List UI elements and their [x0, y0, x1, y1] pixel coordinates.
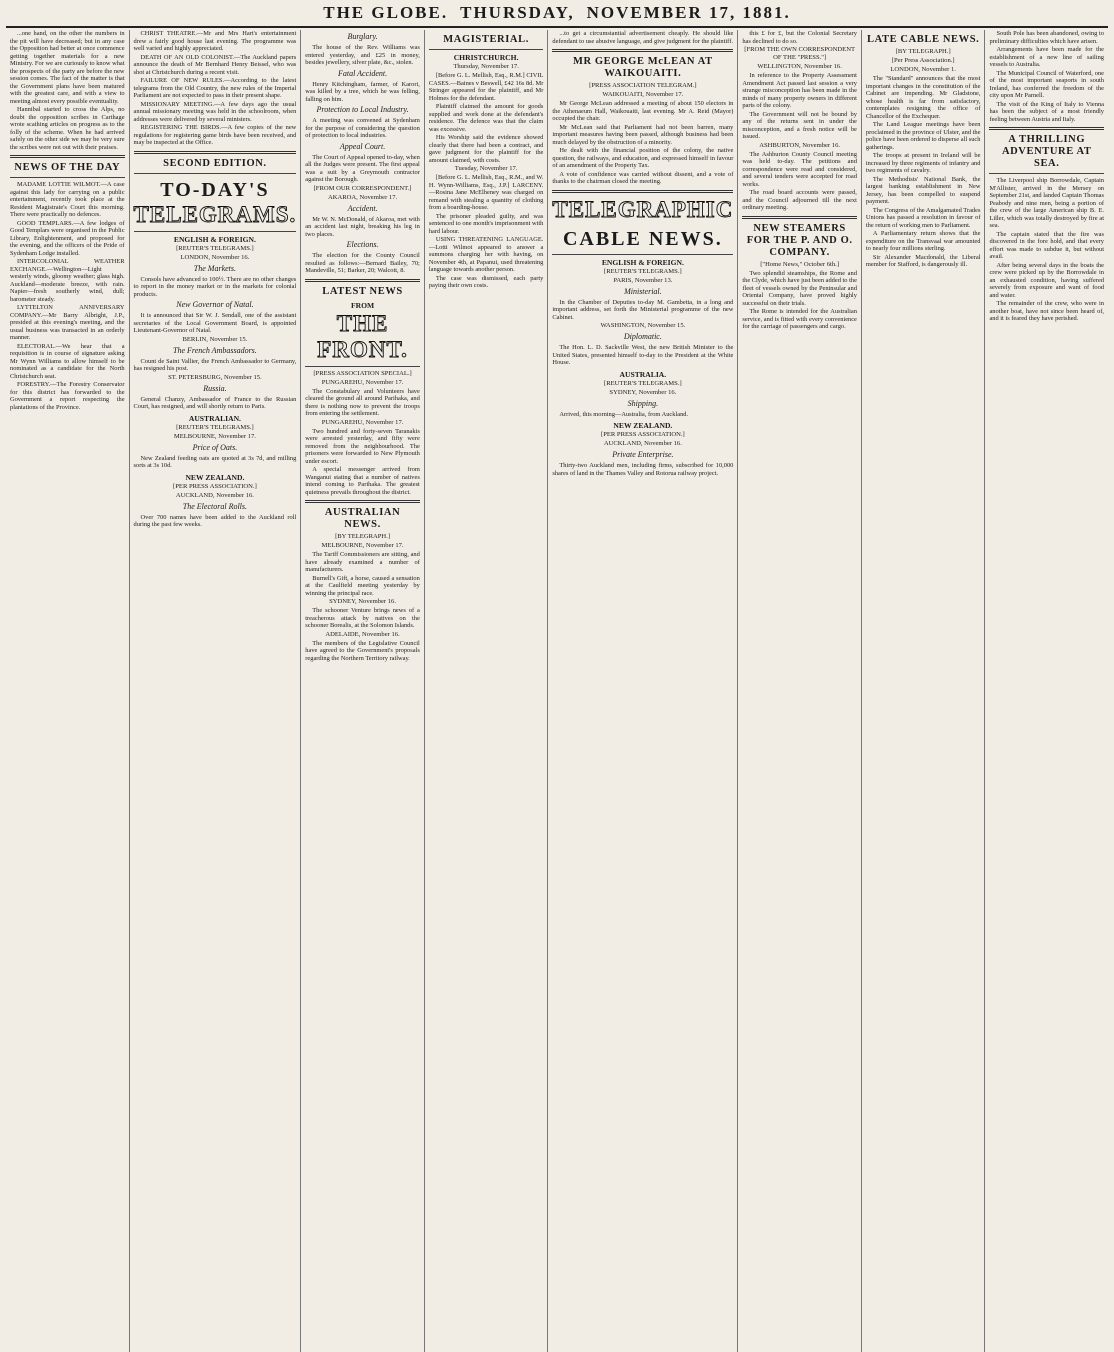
subheading: Fatal Accident.: [337, 68, 388, 78]
column-8: [985, 30, 1108, 1352]
dateline: SYDNEY, November 16.: [329, 598, 397, 605]
column-5: [548, 30, 738, 1352]
telegram-item: South Pole has been abandoned, owing to preliminary difficulties which have arisen.: [989, 30, 1104, 45]
telegram-item: General Chanzy, Ambassador of France to the Russian Court, has resigned, and will shortly return to Paris.: [133, 395, 297, 410]
divider: [134, 173, 297, 174]
dateline: LONDON, November 16.: [180, 253, 250, 261]
article-paragraph: In reference to the Property Assessment Amendment Act passed last session a very strange misconception has been made in the minds of many property owners in different parts of the colony.: [742, 72, 857, 109]
subheading-australian: AUSTRALIAN.: [188, 413, 241, 423]
subheading-christchurch: CHRISTCHURCH.: [453, 53, 519, 62]
section-heading-mclean-waikouaiti: MR GEORGE McLEAN AT WAIKOUAITI.: [572, 56, 713, 79]
telegram-item: Henry Kitchingham, farmer, of Karori, was killed by a tree, which he was felling, falling on him.: [305, 80, 420, 103]
column-6: [738, 30, 862, 1352]
dateline: ST. PETERSBURG, November 15.: [168, 373, 262, 381]
article-paragraph: He dealt with the financial position of the colony, the native question, the railways, and education, and expressed himself in favour of an amendment of the Property Tax.: [552, 147, 734, 169]
subheading: Elections.: [346, 240, 379, 249]
news-item: MISSIONARY MEETING.—A few days ago the usual annual missionary meeting was held in the schoolroom, when addresses were delivered by several ministers.: [133, 100, 297, 123]
source-note: [PER PRESS ASSOCIATION.]: [601, 431, 685, 438]
news-item: CHRIST THEATRE.—Mr and Mrs Hart's entertainment drew a fairly good house last evening. The programme was well varied and highly appreciated.: [133, 30, 297, 52]
divider: [305, 500, 420, 503]
source-note: [BY TELEGRAPH.]: [895, 48, 951, 55]
divider: [552, 49, 733, 52]
divider: [552, 254, 733, 255]
divider: [742, 216, 857, 219]
column-4: [425, 30, 549, 1352]
news-item: REGISTERING THE BIRDS.—A few copies of the new regulations for registering game birds have been received, and may be inspected at the Office.: [133, 124, 297, 146]
telegram-item: The schooner Venture brings news of a treacherous attack by natives on the schooner Borealis, at the Solomon Islands.: [305, 607, 420, 629]
divider: [429, 49, 544, 50]
dateline: AUCKLAND, November 16.: [175, 491, 254, 499]
article-paragraph: After being several days in the boats the crew were picked up by the Borrowdale in an exhausted condition, having suffered severely from exposure and want of food and water.: [989, 261, 1104, 299]
source-note: [PRESS ASSOCIATION SPECIAL.]: [313, 369, 412, 377]
dateline: Thursday, November 17.: [453, 63, 519, 70]
news-item: GOOD TEMPLARS.—A few lodges of Good Templars were organised in the Public Library, Enlightenment, and proposed for the evening, and the officers of the Pride of Sydenham Lodge installed.: [10, 219, 125, 257]
dateline: ADELAIDE, November 16.: [325, 630, 400, 638]
section-heading-the-front: THE FRONT.: [317, 310, 408, 362]
news-item: INTERCOLONIAL WEATHER EXCHANGE.—Wellington—Light westerly winds, gloomy weather; glass high. Auckland—moderate breeze, with rain. Napier—fresh southerly wind, dull; barometer steady.: [10, 258, 125, 303]
article-paragraph: The captain stated that the fire was discovered in the fore hold, and that every effort was made to subdue it, but without avail.: [989, 230, 1104, 260]
telegram-item: In the Chamber of Deputies to-day M. Gambetta, in a long and important address, set forth the Ministerial programme of the new Cabinet.: [552, 298, 734, 321]
subheading: Appeal Court.: [339, 141, 386, 151]
court-report: [Before G. L. Mellish, Esq., R.M., and W. H. Wynn-Williams, Esq., J.P.] LARCENY.—Rosina Jane McElheney was charged on remand with stealing a quantity of clothing from a boarding-house.: [428, 174, 544, 211]
subheading-australia: AUSTRALIA.: [619, 369, 667, 379]
section-heading-news-of-the-day: NEWS OF THE DAY: [14, 162, 121, 173]
section-heading-thrilling-adventure: A THRILLING ADVENTURE AT SEA.: [1001, 134, 1092, 169]
telegram-item: A Parliamentary return shows that the expenditure on the Transvaal war amounted to nearly four millions sterling.: [865, 230, 981, 252]
subheading: Ministerial.: [624, 286, 662, 296]
section-heading-from: FROM: [350, 300, 375, 310]
article-paragraph: The road board accounts were passed, and the Council adjourned till the next ordinary meeting.: [742, 189, 857, 211]
source-note: [PER PRESS ASSOCIATION.]: [173, 482, 257, 490]
divider: [552, 190, 733, 193]
subheading: Protection to Local Industry.: [316, 105, 409, 114]
telegram-item: The troops at present in Ireland will be increased by three regiments of infantry and two regiments of cavalry.: [865, 152, 981, 174]
article-paragraph: A vote of confidence was carried without dissent, and a vote of thanks to the chairman closed the meeting.: [552, 170, 734, 185]
dateline: AKAROA, November 17.: [327, 193, 398, 201]
article-paragraph: Two splendid steamships, the Rome and the Clyde, which have just been added to the fleet of vessels owned by the Peninsular and Oriental Company, have proved highly successful on their trials.: [742, 269, 857, 307]
subheading: New Governor of Natal.: [176, 300, 254, 309]
divider: [989, 173, 1104, 174]
dateline: MELBOURNE, November 17.: [321, 542, 404, 549]
court-report: The case was dismissed, each party paying their own costs.: [428, 274, 544, 289]
court-report: His Worship said the evidence showed clearly that there had been a contract, and gave judgment for the plaintiff for the amount claimed, with costs.: [428, 134, 544, 164]
article-paragraph: Hannibal started to cross the Alps, no doubt the opposition scribes in Carthage wrote scathing articles on progress as to the folly of the scheme. When he had arrived safely on the other side we may be very sure the scribes were not out with their praises.: [10, 106, 125, 151]
dateline: WAIKOUAITI, November 17.: [602, 91, 684, 98]
divider: [134, 151, 297, 154]
subheading: Accident.: [347, 203, 378, 213]
telegram-item: Sir Alexander Macdonald, the Liberal member for Stafford, is dangerously ill.: [865, 253, 981, 268]
divider: [305, 279, 420, 282]
section-heading-telegraphic: TELEGRAPHIC: [552, 196, 734, 222]
source-note: [BY TELEGRAPH.]: [335, 533, 391, 540]
telegram-item: New Zealand feeding oats are quoted at 3s 7d, and milling sorts at 3s 10d.: [133, 454, 297, 469]
masthead: [6, 0, 1108, 28]
masthead-day: THURSDAY,: [460, 3, 575, 22]
source-note: [PRESS ASSOCIATION TELEGRAM.]: [589, 82, 697, 89]
telegram-item: The house of the Rev. Williams was entered yesterday, and £25 in money, besides jewellery, silver plate, &c., stolen.: [305, 44, 420, 66]
telegram-item: The Congress of the Amalgamated Trades Unions has passed a resolution in favour of the return of working men to Parliament.: [865, 206, 981, 229]
source-note: [FROM THE OWN CORRESPONDENT OF THE "PRESS."]: [744, 46, 855, 61]
dateline: AUCKLAND, November 16.: [603, 440, 682, 447]
subheading: Price of Oats.: [192, 442, 238, 452]
article-paragraph: The remainder of the crew, who were in another boat, have not since been heard of, and it is feared they have perished.: [989, 300, 1104, 322]
source-note: [REUTER'S TELEGRAMS.]: [604, 267, 682, 275]
subheading: The Electoral Rolls.: [182, 501, 248, 511]
telegram-item: The Land League meetings have been proclaimed in the province of Ulster, and the police have been ordered to disperse all such gatherings.: [865, 121, 981, 151]
telegram-item: The visit of the King of Italy to Vienna has been the subject of a most friendly feeling between Austria and Italy.: [989, 100, 1104, 123]
article-paragraph: The Ashburton County Council meeting was held to-day. The petitions and correspondence were read and considered, and several tenders were accepted for road works.: [742, 150, 857, 188]
subheading: Diplomatic.: [623, 332, 662, 341]
telegram-item: Over 700 names have been added to the Auckland roll during the past few weeks.: [133, 513, 297, 528]
article-paragraph: Mr McLean said that Parliament had not been barren, many important measures having been passed, although business had been much delayed by the obstruction of a minority.: [552, 123, 734, 146]
news-item: DEATH OF AN OLD COLONIST.—The Auckland papers announce the death of Mr Bernhard Henry Beissel, who was shot at Christchurch during a recent visit.: [133, 53, 297, 76]
column-2: [130, 30, 302, 1352]
article-paragraph: this £ for £, but the Colonial Secretary has declined to do so.: [742, 30, 857, 45]
telegram-item: Arrangements have been made for the establishment of a new line of sailing vessels to Australia.: [989, 46, 1104, 68]
section-heading-todays: TO-DAY'S: [160, 178, 270, 201]
divider: [10, 177, 125, 178]
section-heading-second-edition: SECOND EDITION.: [163, 157, 267, 169]
dateline: PARIS, November 13.: [613, 276, 673, 284]
telegram-item: Mr W. N. McDonald, of Akaroa, met with an accident last night, breaking his leg in two places.: [305, 215, 420, 238]
column-3: [301, 30, 425, 1352]
telegram-item: The Court of Appeal opened to-day, when all the Judges were present. The first appeal was a suit by a Greymouth contractor against the Borough.: [305, 153, 420, 183]
newspaper-title: THE GLOBE.: [323, 3, 449, 22]
article-paragraph: Mr George McLean addressed a meeting of about 150 electors in the Athenaeum Hall, Waikouaiti, last evening. Mr A. Reid (Mayor) occupied the chair.: [552, 100, 734, 122]
telegram-item: The "Standard" announces that the most important changes in the constitution of the Cabinet are impending. Mr Gladstone, whose health is far from satisfactory, contemplates resigning the office of Chancellor of the Exchequer.: [865, 75, 981, 120]
article-paragraph: The Liverpool ship Borrowdale, Captain M'Allister, arrived in the Mersey on September 21st, and landed Captain Thomas Peabody and nine men, being a portion of the crew of the large American ship B. E. Liller, which was totally destroyed by fire at sea.: [989, 177, 1104, 229]
divider: [10, 155, 125, 158]
news-item: FORESTRY.—The Forestry Conservator for this district has forwarded to the Government a report respecting the plantations of the Province.: [10, 381, 125, 411]
source-note: ["Home News," October 6th.]: [760, 260, 840, 268]
dateline: WASHINGTON, November 15.: [600, 322, 686, 329]
telegram-item: A special messenger arrived from Wanganui stating that a number of natives intend coming to Parihaka. The greatest quietness prevails throughout the district.: [305, 466, 420, 496]
subheading: Shipping.: [627, 398, 659, 408]
section-heading-australian-news: AUSTRALIAN NEWS.: [324, 507, 401, 530]
subheading: Russia.: [203, 383, 227, 393]
dateline: SYDNEY, November 16.: [609, 388, 677, 396]
section-heading-new-steamers: NEW STEAMERS FOR THE P. AND O. COMPANY.: [746, 222, 853, 258]
column-1: [6, 30, 130, 1352]
news-item: MADAME LOTTIE WILMOT.—A case against this lady for carrying on a public entertainment, recently took place at the Resident Magistrate's Court this morning. There were practically no defences.: [10, 181, 125, 218]
telegram-item: Thirty-two Auckland men, including firms, subscribed for 10,000 shares of land in the Thames Valley and Rotorua railway project.: [552, 462, 734, 477]
source-note: [Per Press Association.]: [891, 57, 955, 64]
subheading: The Markets.: [193, 263, 237, 273]
subheading: Burglary.: [347, 32, 378, 41]
telegram-item: Consols have advanced to 100½. There are no other changes to report in the money market or in the markets for colonial products.: [133, 275, 297, 298]
subheading-new-zealand: NEW ZEALAND.: [613, 421, 673, 430]
telegram-item: The Hon. L. D. Sackville West, the new British Minister to the United States, presented himself to-day to the President at the White House.: [552, 344, 734, 366]
telegram-item: The Tariff Commissioners are sitting, and have already examined a number of manufacturers.: [305, 551, 420, 573]
telegram-item: Two hundred and forty-seven Taranakis were arrested yesterday, and fifty were removed from the neighbourhood. The prisoners were forwarded to New Plymouth under escort.: [305, 427, 420, 465]
divider: [305, 366, 420, 367]
dateline: LONDON, November 1.: [890, 66, 956, 73]
article-paragraph: The Rome is intended for the Australian service, and is fitted with every convenience for the carriage of passengers and cargo.: [742, 308, 857, 330]
source-note: [REUTER'S TELEGRAMS.]: [176, 244, 254, 252]
dateline: WELLINGTON, November 16.: [757, 63, 842, 70]
news-item: LYTTELTON ANNIVERSARY COMPANY.—Mr Barry Albright, J.P., presided at this evening's meeting, and the usual business was transacted in an orderly manner.: [10, 304, 125, 341]
court-report: The prisoner pleaded guilty, and was sentenced to one month's imprisonment with hard labour.: [428, 212, 544, 235]
telegram-item: The election for the County Council resulted as follows:—Bernard Bailey, 70; Mandeville, 51; Barker, 20; Walcott, 8.: [305, 252, 420, 274]
telegram-item: The Constabulary and Volunteers have cleared the ground all around Parihaka, and there is nothing now to prevent the troops from entering the settlement.: [305, 387, 420, 417]
dateline: MELBOURNE, November 17.: [173, 432, 256, 440]
telegram-item: The members of the Legislative Council have agreed to the Government's proposals regarding the Northern Territory railway.: [305, 639, 420, 662]
court-report: [Before G. L. Mellish, Esq., R.M.] CIVIL CASES.—Baines v Beswell, £42 16s 8d. Mr Stringer appeared for the plaintiff, and Mr Holmes for the defendant.: [428, 72, 544, 102]
dateline: BERLIN, November 15.: [182, 335, 248, 343]
news-item: FAILURE OF NEW RULES.—According to the latest telegrams from the Old Country, the new rules of the Imperial Parliament are not expected to pass in their present shape.: [133, 77, 297, 99]
court-report: ...to get a circumstantial advertisement cheaply. He should like defendant to use abusive language, and give judgment for the plaintiff.: [552, 30, 734, 45]
telegram-item: The Municipal Council of Waterford, one of the most important seaports in south Ireland, has conferred the freedom of the city upon Mr Parnell.: [989, 69, 1104, 99]
section-heading-telegrams: TELEGRAMS.: [133, 201, 297, 227]
section-heading-late-cable-news: LATE CABLE NEWS.: [866, 34, 980, 45]
telegram-item: Burnell's Gift, a horse, caused a sensation at the Caulfield meeting yesterday by winning the principal race.: [305, 574, 420, 597]
court-report: Plaintiff claimed the amount for goods supplied and work done at the defendant's residence. The defence was that the claim was excessive.: [428, 103, 544, 133]
telegram-item: Count de Saint Vallier, the French Ambassador to Germany, has resigned his post.: [133, 357, 297, 372]
column-7: [862, 30, 986, 1352]
telegram-item: A meeting was convened at Sydenham for the purpose of considering the question of protection to local industries.: [305, 117, 420, 139]
subheading-english-foreign: ENGLISH & FOREIGN.: [173, 234, 256, 244]
subheading-new-zealand: NEW ZEALAND.: [185, 472, 245, 482]
subheading: The French Ambassadors.: [173, 345, 257, 355]
article-paragraph: ...one hand, on the other the numbers in the pit will have decreased; but in any case the Opposition had better at once commence getting together materials for a new Ministry. For we are curiously to know what the prospects of the party are before the new session comes. The fact of the matter is that the Government plans have been matured with the greatest care, and with a view to meeting almost every possible eventuality.: [10, 30, 125, 105]
section-heading-latest-news: LATEST NEWS: [322, 285, 403, 297]
source-note: [REUTER'S TELEGRAMS.]: [176, 423, 254, 431]
article-columns: [6, 30, 1108, 1352]
dateline: ASHBURTON, November 16.: [759, 141, 841, 149]
subheading: Private Enterprise.: [612, 450, 674, 459]
telegram-item: It is announced that Sir W. J. Sendall, one of the assistant secretaries of the Local Government Board, is appointed Lieutenant-Governor of Natal.: [133, 312, 297, 334]
source-note: [REUTER'S TELEGRAMS.]: [604, 379, 682, 387]
telegram-item: The Methodists' National Bank, the largest banking establishment in New Jersey, has been compelled to suspend payment.: [865, 175, 981, 205]
court-report: USING THREATENING LANGUAGE.—Lotti Wilmot appeared to answer a summons charging her with having, on November 4th, at Papanui, used threatening language towards another person.: [428, 236, 544, 273]
section-heading-cable-news: CABLE NEWS.: [562, 227, 723, 250]
dateline: PUNGAREHU, November 17.: [321, 418, 404, 426]
dateline: Tuesday, November 17.: [454, 165, 518, 172]
dateline: PUNGAREHU, November 17.: [321, 378, 404, 386]
news-item: ELECTORAL.—We hear that a requisition is in course of signature asking Mr Wynn Williams to allow himself to be nominated as a candidate for the North Christchurch seat.: [10, 342, 125, 380]
divider: [134, 231, 297, 232]
divider: [989, 127, 1104, 130]
masthead-date: NOVEMBER 17, 1881.: [586, 3, 791, 22]
subheading-english-foreign: ENGLISH & FOREIGN.: [601, 257, 684, 267]
article-paragraph: The Government will not be bound by any of the returns sent in under the misconception, and a fresh notice will be issued.: [742, 110, 857, 140]
source-note: [FROM OUR CORRESPONDENT.]: [313, 184, 412, 192]
section-heading-magisterial: MAGISTERIAL.: [443, 34, 529, 45]
telegram-item: Arrived, this morning—Australia, from Auckland.: [559, 410, 689, 418]
